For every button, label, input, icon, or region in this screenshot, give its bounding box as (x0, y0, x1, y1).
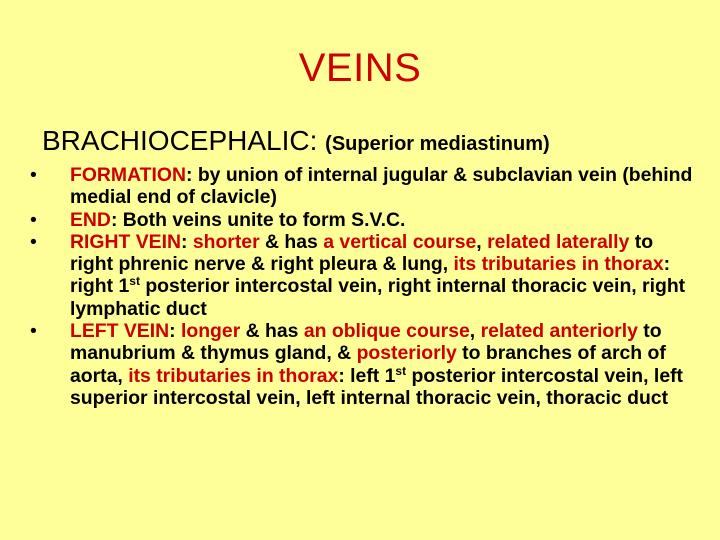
slide-title: VEINS (298, 46, 422, 90)
highlight-text: its tributaries in thorax (128, 364, 339, 387)
bullet-text: to branches of arch of aorta, (70, 342, 666, 387)
highlight-text: posteriorly (356, 342, 457, 365)
bullet-text: & has (240, 320, 304, 343)
heading-subtitle: (Superior mediastinum) (325, 133, 550, 155)
bullet-label: END (70, 208, 111, 231)
bullet-text: to right phrenic nerve & right pleura & lung, (70, 230, 654, 276)
bullet-marker: • (30, 320, 37, 343)
bullet-marker: • (30, 164, 37, 186)
bullet-text: posterior intercostal vein, left superior intercostal vein, left internal thoracic vein, thoracic duct (70, 364, 684, 409)
highlight-text: shorter (192, 230, 260, 253)
bullet-marker: • (30, 230, 37, 253)
bullet-text: , (469, 320, 481, 343)
highlight-text: an oblique course (303, 320, 470, 343)
bullet-text: : (180, 230, 193, 253)
bullet-list (30, 164, 695, 409)
highlight-text: a vertical course (323, 230, 477, 253)
highlight-text: related laterally (487, 230, 630, 253)
highlight-text: its tributaries in thorax (453, 253, 664, 276)
bullet-text: & has (259, 230, 324, 253)
bullet-text: : (169, 320, 181, 343)
bullet-label: LEFT VEIN (70, 320, 170, 343)
bullet-marker: • (30, 208, 37, 231)
bullet-right-vein (30, 231, 695, 320)
bullet-text: : by union of internal jugular & subclavian vein (behind medial end of clavicle) (70, 164, 693, 209)
bullet-text: posterior intercostal vein, right internal thoracic vein, right lymphatic duct (70, 275, 686, 320)
bullet-label: RIGHT VEIN (70, 230, 181, 253)
superscript: st (129, 274, 140, 289)
bullet-end (30, 209, 695, 231)
bullet-text: : Both veins unite to form S.V.C. (110, 208, 406, 231)
bullet-text: : right 1 (70, 253, 671, 298)
superscript: st (395, 363, 407, 378)
heading-main: BRACHIOCEPHALIC: (42, 125, 326, 156)
bullet-formation (30, 164, 695, 209)
bullet-left-vein (30, 320, 695, 409)
highlight-text: longer (180, 320, 241, 343)
bullet-text: , (476, 230, 488, 253)
bullet-label: FORMATION (70, 164, 186, 186)
section-heading (42, 125, 550, 157)
bullet-text: to manubrium & thymus gland, & (70, 320, 662, 365)
bullet-text: : left 1 (338, 364, 396, 387)
highlight-text: related anteriorly (480, 320, 638, 343)
